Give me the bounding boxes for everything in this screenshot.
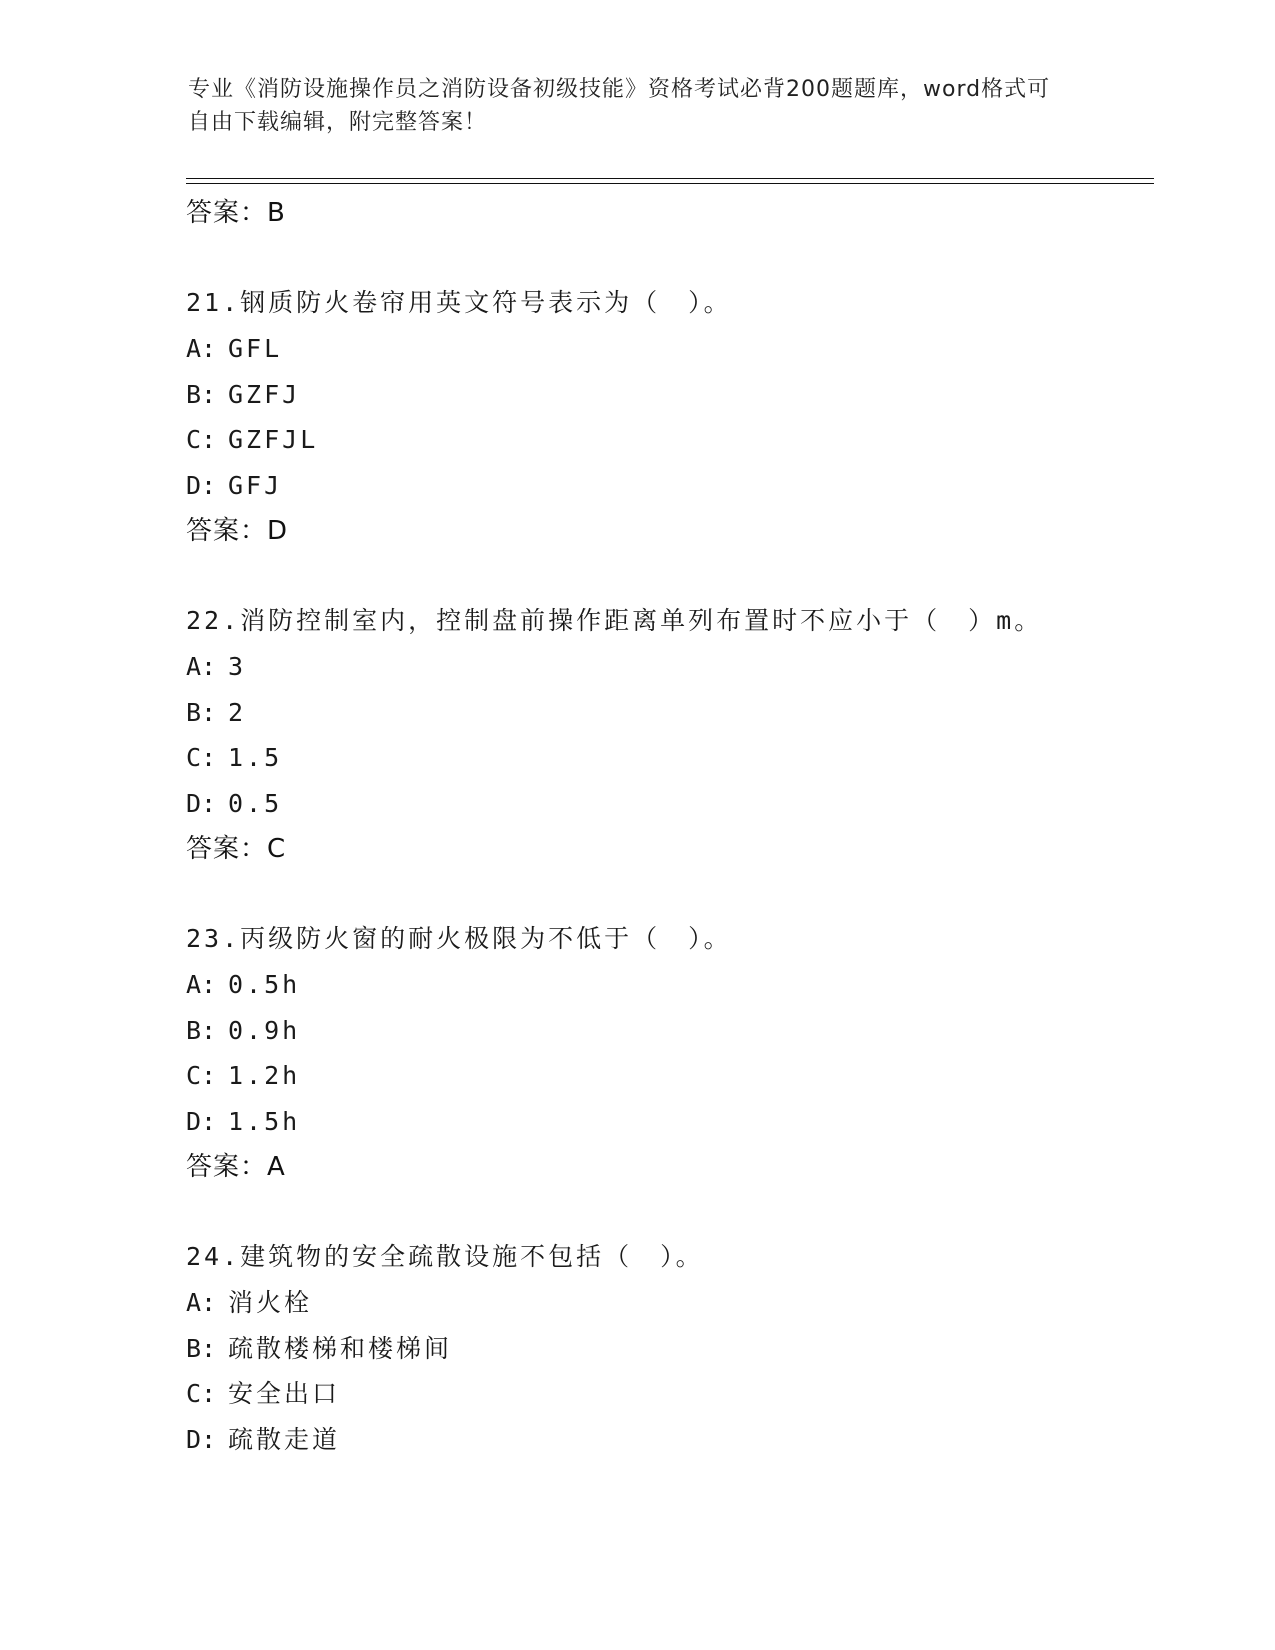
option-d	[186, 463, 1154, 509]
option-text: 消火栓	[228, 1288, 313, 1317]
option-text: 0.5	[228, 788, 283, 818]
option-b	[186, 1326, 1154, 1372]
option-c	[186, 1053, 1154, 1099]
option-key: A:	[186, 1288, 217, 1317]
question-stem: 24.建筑物的安全疏散设施不包括（ ）。	[186, 1242, 704, 1271]
option-key: D:	[186, 1106, 217, 1136]
option-b	[186, 372, 1154, 418]
option-c	[186, 735, 1154, 781]
header-rule-bottom	[186, 183, 1154, 184]
question-stem: 22.消防控制室内，控制盘前操作距离单列布置时不应小于（ ）m。	[186, 606, 1043, 635]
option-d	[186, 1417, 1154, 1463]
option-key: C:	[186, 1061, 217, 1090]
option-b	[186, 1008, 1154, 1054]
option-text: 1.5h	[228, 1106, 301, 1136]
question-21	[186, 280, 1154, 554]
option-d	[186, 781, 1154, 827]
option-c	[186, 417, 1154, 463]
answer-line: 答案：C	[186, 834, 287, 864]
question-22	[186, 598, 1154, 872]
option-text: GZFJL	[228, 425, 319, 454]
answer-line-q20: 答案：B	[186, 198, 286, 228]
answer-line: 答案：A	[186, 1152, 286, 1182]
option-text: 3	[228, 652, 247, 681]
option-text: 1.2h	[228, 1061, 301, 1090]
option-key: A:	[186, 334, 217, 363]
option-text: 安全出口	[228, 1379, 341, 1408]
header-rule-top	[186, 178, 1154, 179]
question-23	[186, 916, 1154, 1190]
option-text: 0.5h	[228, 970, 301, 999]
option-c	[186, 1371, 1154, 1417]
option-b	[186, 690, 1154, 736]
option-text: GFL	[228, 334, 283, 363]
answer-line: 答案：D	[186, 516, 289, 546]
option-key: D:	[186, 470, 217, 500]
option-a	[186, 962, 1154, 1008]
option-key: A:	[186, 970, 217, 999]
option-a	[186, 1280, 1154, 1326]
document-header: 专业《消防设施操作员之消防设备初级技能》资格考试必背200题题库，word格式可自由下载编辑，附完整答案！	[188, 77, 1051, 135]
option-d	[186, 1099, 1154, 1145]
option-key: C:	[186, 743, 217, 772]
question-list	[186, 190, 1154, 1462]
option-key: C:	[186, 425, 217, 454]
question-stem: 23.丙级防火窗的耐火极限为不低于（ ）。	[186, 924, 732, 953]
option-key: B:	[186, 697, 217, 727]
option-a	[186, 326, 1154, 372]
option-text: 疏散楼梯和楼梯间	[228, 1333, 453, 1363]
option-key: D:	[186, 1424, 217, 1454]
option-key: B:	[186, 1015, 217, 1045]
option-text: 1.5	[228, 743, 283, 772]
option-a	[186, 644, 1154, 690]
option-key: B:	[186, 379, 217, 409]
question-24	[186, 1234, 1154, 1462]
option-key: B:	[186, 1333, 217, 1363]
option-text: 2	[228, 697, 247, 727]
option-key: D:	[186, 788, 217, 818]
option-text: 疏散走道	[228, 1424, 341, 1454]
option-text: GZFJ	[228, 379, 301, 409]
option-text: GFJ	[228, 470, 283, 500]
option-key: C:	[186, 1379, 217, 1408]
question-stem: 21.钢质防火卷帘用英文符号表示为（ ）。	[186, 288, 732, 317]
option-key: A:	[186, 652, 217, 681]
option-text: 0.9h	[228, 1015, 301, 1045]
